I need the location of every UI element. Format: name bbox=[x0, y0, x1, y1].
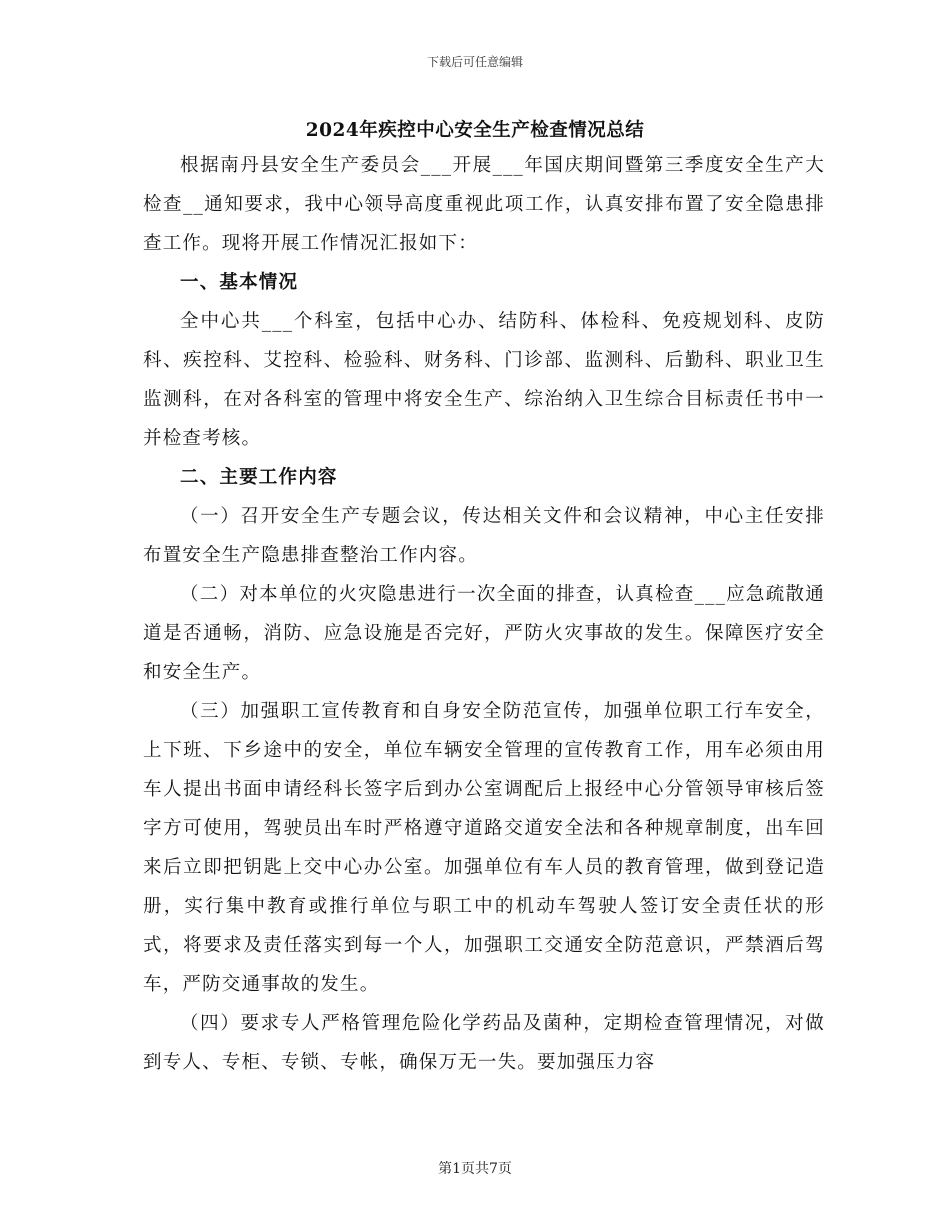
work-item-3: （三）加强职工宣传教育和自身安全防范宣传，加强单位职工行车安全，上下班、下乡途中的安全，单位车辆安全管理的宣传教育工作，用车必须由用车人提出书面申请经科长签字后到办公室调配后上报经中心分管领导审核后签字方可使用，驾驶员出车时严格遵守道路交道安全法和各种规章制度，出车回来后立即把钥匙上交中心办公室。加强单位有车人员的教育管理，做到登记造册，实行集中教育或推行单位与职工中的机动车驾驶人签订安全责任状的形式，将要求及责任落实到每一个人，加强职工交通安全防范意识，严禁酒后驾车，严防交通事故的发生。 bbox=[143, 701, 825, 995]
work-item-1: （一）召开安全生产专题会议，传达相关文件和会议精神，中心主任安排布置安全生产隐患排查整治工作内容。 bbox=[143, 506, 825, 566]
section-heading-work: 二、主要工作内容 bbox=[180, 467, 338, 488]
page-footer: 第1页共7页 bbox=[438, 1161, 512, 1177]
intro-paragraph: 根据南丹县安全生产委员会___开展___年国庆期间暨第三季度安全生产大检查__通知要求，我中心领导高度重视此项工作，认真安排布置了安全隐患排查工作。现将开展工作情况汇报如下： bbox=[143, 155, 825, 254]
header-note: 下载后可任意编辑 bbox=[426, 55, 523, 69]
section-heading-basic: 一、基本情况 bbox=[180, 272, 299, 293]
document-title: 2024年疾控中心安全生产检查情况总结 bbox=[305, 120, 645, 141]
basic-info-paragraph: 全中心共___个科室，包括中心办、结防科、体检科、免疫规划科、皮防科、疾控科、艾控科、检验科、财务科、门诊部、监测科、后勤科、职业卫生监测科，在对各科室的管理中将安全生产、综治纳入卫生综合目标责任书中一并检查考核。 bbox=[143, 311, 825, 449]
work-item-4: （四）要求专人严格管理危险化学药品及菌种，定期检查管理情况，对做到专人、专柜、专锁、专帐，确保万无一失。要加强压力容 bbox=[143, 1013, 825, 1073]
work-item-2: （二）对本单位的火灾隐患进行一次全面的排查，认真检查___应急疏散通道是否通畅，消防、应急设施是否完好，严防火灾事故的发生。保障医疗安全和安全生产。 bbox=[143, 584, 825, 683]
document-body bbox=[143, 146, 825, 1082]
